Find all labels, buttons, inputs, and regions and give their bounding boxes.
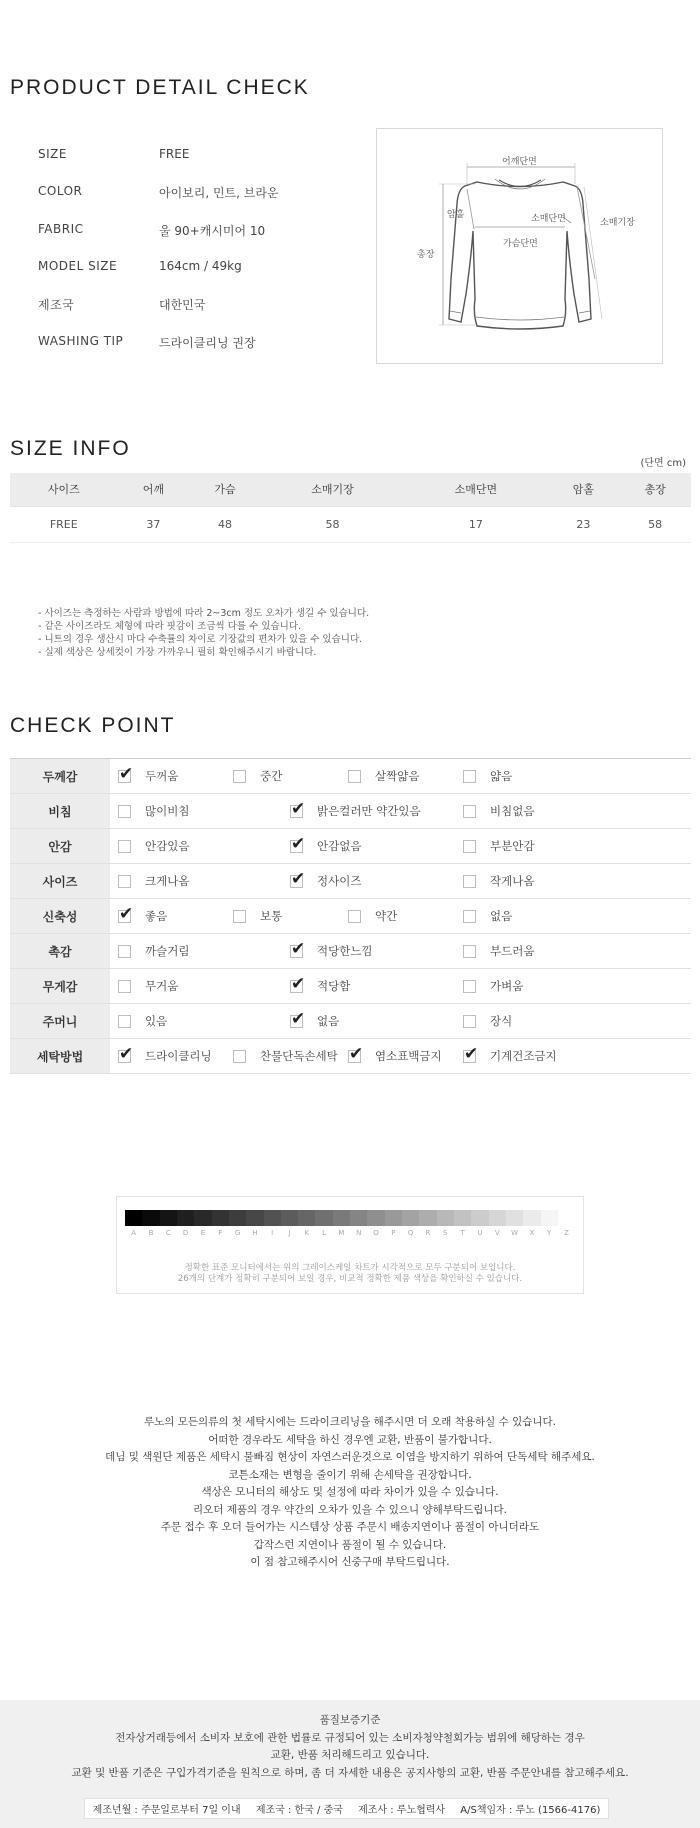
grayscale-letter: R bbox=[425, 1229, 431, 1237]
detail-label: 제조국 bbox=[38, 298, 75, 312]
detail-label: MODEL SIZE bbox=[38, 259, 118, 273]
check-option-label: 까슬거림 bbox=[145, 944, 190, 958]
check-option-label: 중간 bbox=[260, 769, 283, 783]
checkbox-unchecked bbox=[463, 875, 476, 888]
size-table-header bbox=[10, 473, 691, 506]
detail-label: COLOR bbox=[38, 184, 83, 198]
check-option bbox=[463, 1039, 557, 1073]
detail-value: 울 90+캐시미어 10 bbox=[159, 224, 266, 238]
size-cell: 23 bbox=[548, 506, 620, 542]
checkbox-checked bbox=[118, 1043, 134, 1064]
checkbox-unchecked bbox=[233, 770, 246, 783]
checkbox-checked bbox=[348, 1043, 364, 1064]
grayscale-letter: O bbox=[373, 1229, 379, 1237]
check-point-title: CHECK POINT bbox=[10, 714, 176, 737]
check-option bbox=[348, 759, 419, 793]
check-option bbox=[463, 864, 534, 898]
checkbox-checked bbox=[290, 833, 306, 854]
detail-value: 아이보리, 민트, 브라운 bbox=[159, 186, 279, 200]
size-header-cell: 가슴 bbox=[189, 473, 261, 506]
check-option-label: 밝은컬러만 약간있음 bbox=[317, 804, 421, 818]
footer-line: 교환 및 반품 기준은 구입가격기준을 원칙으로 하며, 좀 더 자세한 내용은 공지사항의 교환, 반품 주문안내를 참고해주세요. bbox=[71, 1766, 629, 1779]
checkbox-checked bbox=[118, 903, 134, 924]
notice-line: 갑작스런 지연이나 품절이 될 수 있습니다. bbox=[253, 1538, 447, 1551]
diagram-label-sleeve-width: 소매단면 bbox=[531, 214, 566, 224]
size-cell: 37 bbox=[118, 506, 190, 542]
check-option-label: 염소표백금지 bbox=[375, 1049, 442, 1063]
checkbox-unchecked bbox=[118, 840, 131, 853]
check-option-label: 가벼움 bbox=[490, 979, 524, 993]
check-option bbox=[290, 969, 350, 1003]
grayscale-letter: Z bbox=[564, 1229, 569, 1237]
grayscale-letter: H bbox=[252, 1229, 258, 1237]
check-mark-icon: ✔ bbox=[464, 1043, 479, 1064]
table-row bbox=[10, 794, 691, 829]
checkbox-unchecked bbox=[463, 980, 476, 993]
detail-value: FREE bbox=[159, 147, 190, 161]
grayscale-swatch bbox=[160, 1210, 177, 1226]
check-mark-icon: ✔ bbox=[291, 868, 306, 889]
checkbox-unchecked bbox=[233, 910, 246, 923]
check-category: 비침 bbox=[10, 794, 110, 828]
check-option bbox=[463, 829, 534, 863]
detail-value: 드라이클리닝 권장 bbox=[159, 336, 256, 350]
check-option bbox=[290, 864, 361, 898]
table-row bbox=[10, 864, 691, 899]
check-option bbox=[118, 759, 178, 793]
check-option bbox=[290, 934, 373, 968]
grayscale-letter: G bbox=[234, 1229, 241, 1237]
size-note: - 니트의 경우 생산시 마다 수축률의 차이로 기장값의 편차가 있을 수 있습니다. bbox=[38, 634, 363, 645]
grayscale-swatch bbox=[523, 1210, 540, 1226]
check-mark-icon: ✔ bbox=[119, 903, 134, 924]
check-option bbox=[118, 969, 178, 1003]
grayscale-letter: P bbox=[391, 1229, 396, 1237]
grayscale-swatch bbox=[125, 1210, 142, 1226]
table-row bbox=[10, 829, 691, 864]
grayscale-letter: T bbox=[460, 1229, 465, 1237]
check-option bbox=[290, 1004, 339, 1038]
check-option bbox=[118, 934, 189, 968]
check-option-label: 장식 bbox=[490, 1014, 513, 1028]
table-row bbox=[10, 759, 691, 794]
checkbox-checked bbox=[290, 868, 306, 889]
check-option-label: 크게나옴 bbox=[145, 874, 190, 888]
size-header-cell: 소매기장 bbox=[261, 473, 404, 506]
grayscale-swatch bbox=[264, 1210, 281, 1226]
grayscale-swatch bbox=[142, 1210, 159, 1226]
footer-line: 교환, 반품 처리해드리고 있습니다. bbox=[270, 1749, 430, 1761]
grayscale-letter: U bbox=[477, 1229, 483, 1237]
check-mark-icon: ✔ bbox=[119, 1043, 134, 1064]
checkbox-unchecked bbox=[348, 910, 361, 923]
detail-value: 164cm / 49kg bbox=[159, 259, 242, 273]
check-option-label: 적당한느낌 bbox=[317, 944, 373, 958]
grayscale-note-1: 정확한 표준 모니터에서는 위의 그레이스케일 차트가 시각적으로 모두 구분되어 보입니다. bbox=[184, 1263, 516, 1273]
size-table bbox=[10, 473, 691, 543]
check-option-label: 무거움 bbox=[145, 979, 179, 993]
footer-line: 전자상거래등에서 소비자 보호에 관한 법률로 규정되어 있는 소비자청약철회가능 범위에 해당하는 경우 bbox=[115, 1731, 585, 1744]
checkbox-checked bbox=[290, 798, 306, 819]
check-option-label: 정사이즈 bbox=[317, 874, 362, 888]
checkbox-unchecked bbox=[118, 805, 131, 818]
notice-line: 리오더 제품의 경우 약간의 오차가 있을 수 있으니 양해부탁드립니다. bbox=[192, 1503, 508, 1516]
size-cell: 58 bbox=[619, 506, 691, 542]
check-option bbox=[463, 934, 534, 968]
garment-measurement-diagram bbox=[376, 128, 663, 364]
checkbox-unchecked bbox=[463, 910, 476, 923]
check-option-label: 비침없음 bbox=[490, 804, 535, 818]
check-option-label: 살짝얇음 bbox=[375, 769, 420, 783]
info-origin: 제조국 : 한국 / 중국 bbox=[255, 1805, 343, 1816]
checkbox-unchecked bbox=[348, 770, 361, 783]
grayscale-letter: J bbox=[288, 1229, 291, 1237]
check-option-label: 약간 bbox=[375, 909, 398, 923]
size-cell: 48 bbox=[189, 506, 261, 542]
grayscale-swatch bbox=[367, 1210, 384, 1226]
grayscale-letter: F bbox=[218, 1229, 223, 1237]
check-option bbox=[233, 899, 282, 933]
check-option bbox=[463, 1004, 512, 1038]
size-note: - 실제 색상은 상세컷이 가장 가까우니 필히 확인해주시기 바랍니다. bbox=[38, 647, 317, 658]
checkbox-unchecked bbox=[463, 945, 476, 958]
diagram-label-sleeve-length: 소매기장 bbox=[600, 218, 635, 228]
detail-value: 대한민국 bbox=[159, 298, 206, 312]
check-option bbox=[290, 829, 361, 863]
check-option-label: 안감있음 bbox=[145, 839, 190, 853]
size-unit-label: (단면 cm) bbox=[640, 458, 686, 469]
checkbox-checked bbox=[290, 938, 306, 959]
check-category: 안감 bbox=[10, 829, 110, 863]
table-row bbox=[10, 899, 691, 934]
check-category: 두께감 bbox=[10, 759, 110, 793]
grayscale-bar bbox=[125, 1210, 575, 1226]
check-category: 사이즈 bbox=[10, 864, 110, 898]
table-row bbox=[10, 969, 691, 1004]
size-header-cell: 암홀 bbox=[548, 473, 620, 506]
detail-label: WASHING TIP bbox=[38, 334, 124, 348]
size-notes bbox=[38, 607, 369, 659]
manufacturer-info-box bbox=[84, 1798, 609, 1819]
grayscale-swatch bbox=[246, 1210, 263, 1226]
grayscale-letter: C bbox=[165, 1229, 171, 1237]
grayscale-swatch bbox=[454, 1210, 471, 1226]
notice-line: 루노의 모든의류의 첫 세탁시에는 드라이크리닝을 해주시면 더 오래 착용하실 수 있습니다. bbox=[143, 1416, 556, 1428]
check-option-label: 있음 bbox=[145, 1014, 168, 1028]
grayscale-letter: Y bbox=[547, 1229, 552, 1237]
checkbox-unchecked bbox=[463, 1015, 476, 1028]
checkbox-unchecked bbox=[463, 805, 476, 818]
notice-line: 색상은 모니터의 해상도 및 설정에 따라 차이가 있을 수 있습니다. bbox=[201, 1486, 499, 1498]
grayscale-letter: S bbox=[443, 1229, 448, 1237]
grayscale-letter: K bbox=[304, 1229, 310, 1237]
check-option bbox=[118, 899, 167, 933]
size-note: - 사이즈는 측정하는 사람과 방법에 따라 2~3cm 정도 오차가 생길 수 있습니다. bbox=[38, 608, 370, 619]
check-mark-icon: ✔ bbox=[291, 938, 306, 959]
checkbox-unchecked bbox=[118, 1015, 131, 1028]
grayscale-swatch bbox=[194, 1210, 211, 1226]
grayscale-swatch bbox=[333, 1210, 350, 1226]
grayscale-letter: W bbox=[511, 1229, 518, 1237]
size-cell: 17 bbox=[404, 506, 547, 542]
notice-line: 코튼소재는 변형을 줄이기 위해 손세탁을 권장합니다. bbox=[228, 1468, 472, 1481]
check-option bbox=[118, 794, 189, 828]
checkbox-unchecked bbox=[118, 945, 131, 958]
detail-label: SIZE bbox=[38, 147, 67, 161]
check-option-label: 기계건조금지 bbox=[490, 1049, 557, 1063]
check-option bbox=[233, 759, 282, 793]
detail-label: FABRIC bbox=[38, 222, 84, 236]
grayscale-note-2: 26개의 단계가 정확히 구분되어 보일 경우, 비교적 정확한 제품 색상을 확인하실 수 있습니다. bbox=[177, 1274, 523, 1284]
check-option-label: 드라이클리닝 bbox=[145, 1049, 212, 1063]
grayscale-letter: Q bbox=[407, 1229, 414, 1237]
notice-line: 데님 및 색원단 제품은 세탁시 물빠짐 현상이 자연스러운것으로 이염을 방지하기 위하여 단독세탁 해주세요. bbox=[105, 1451, 595, 1463]
check-option-label: 많이비침 bbox=[145, 804, 190, 818]
check-point-table bbox=[10, 758, 691, 1074]
check-option-label: 찬물단독손세탁 bbox=[260, 1049, 338, 1063]
check-option bbox=[118, 829, 189, 863]
grayscale-swatch bbox=[489, 1210, 506, 1226]
grayscale-chart bbox=[116, 1196, 584, 1294]
grayscale-swatch bbox=[229, 1210, 246, 1226]
check-mark-icon: ✔ bbox=[119, 763, 134, 784]
check-option bbox=[118, 1004, 167, 1038]
check-option bbox=[348, 1039, 442, 1073]
check-option-label: 얇음 bbox=[490, 769, 513, 783]
check-mark-icon: ✔ bbox=[291, 973, 306, 994]
check-category: 세탁방법 bbox=[10, 1039, 110, 1073]
grayscale-swatch bbox=[315, 1210, 332, 1226]
check-option bbox=[463, 899, 512, 933]
check-option-label: 부드러움 bbox=[490, 944, 535, 958]
diagram-label-length: 총장 bbox=[417, 250, 435, 260]
check-option-label: 적당함 bbox=[317, 979, 351, 993]
check-option-label: 없음 bbox=[317, 1014, 340, 1028]
grayscale-swatch bbox=[419, 1210, 436, 1226]
size-info-title: SIZE INFO bbox=[10, 437, 131, 460]
check-category: 무게감 bbox=[10, 969, 110, 1003]
size-cell: FREE bbox=[10, 506, 118, 542]
diagram-label-armhole: 암홀 bbox=[447, 210, 465, 220]
care-notice bbox=[0, 1414, 700, 1572]
table-row bbox=[10, 1004, 691, 1039]
info-as-contact: A/S책임자 : 루노 (1566-4176) bbox=[460, 1805, 601, 1816]
size-header-cell: 사이즈 bbox=[10, 473, 118, 506]
checkbox-unchecked bbox=[463, 840, 476, 853]
size-cell: 58 bbox=[261, 506, 404, 542]
grayscale-letter: A bbox=[131, 1229, 137, 1237]
check-option-label: 작게나옴 bbox=[490, 874, 535, 888]
check-category: 촉감 bbox=[10, 934, 110, 968]
notice-line: 어떠한 경우라도 세탁을 하신 경우엔 교환, 반품이 불가합니다. bbox=[208, 1433, 492, 1446]
grayscale-swatch bbox=[385, 1210, 402, 1226]
checkbox-unchecked bbox=[118, 875, 131, 888]
check-option-label: 좋음 bbox=[145, 909, 168, 923]
info-manufacture-date: 제조년월 : 주문일로부터 7일 이내 bbox=[92, 1805, 241, 1816]
grayscale-swatch bbox=[402, 1210, 419, 1226]
check-option bbox=[233, 1039, 338, 1073]
grayscale-swatch bbox=[541, 1210, 558, 1226]
check-option bbox=[118, 864, 189, 898]
grayscale-letter: I bbox=[271, 1229, 274, 1237]
table-row bbox=[10, 1039, 691, 1074]
diagram-label-shoulder: 어깨단면 bbox=[502, 157, 537, 167]
product-detail-title: PRODUCT DETAIL CHECK bbox=[10, 76, 310, 99]
grayscale-letter: X bbox=[529, 1229, 535, 1237]
grayscale-swatch bbox=[350, 1210, 367, 1226]
check-option bbox=[463, 969, 523, 1003]
grayscale-swatch bbox=[281, 1210, 298, 1226]
checkbox-unchecked bbox=[233, 1050, 246, 1063]
check-option bbox=[348, 899, 397, 933]
check-mark-icon: ✔ bbox=[291, 833, 306, 854]
grayscale-swatch bbox=[298, 1210, 315, 1226]
check-option bbox=[290, 794, 421, 828]
check-option-label: 보통 bbox=[260, 909, 283, 923]
check-option bbox=[463, 794, 534, 828]
check-option bbox=[118, 1039, 212, 1073]
grayscale-letter: B bbox=[148, 1229, 154, 1237]
size-note: - 같은 사이즈라도 체형에 따라 핏감이 조금씩 다를 수 있습니다. bbox=[38, 621, 302, 632]
footer-title: 품질보증기준 bbox=[319, 1714, 381, 1726]
grayscale-swatch bbox=[177, 1210, 194, 1226]
check-category: 주머니 bbox=[10, 1004, 110, 1038]
grayscale-swatch bbox=[558, 1210, 575, 1226]
check-mark-icon: ✔ bbox=[291, 1008, 306, 1029]
checkbox-checked bbox=[463, 1043, 479, 1064]
check-option-label: 없음 bbox=[490, 909, 513, 923]
check-option-label: 안감없음 bbox=[317, 839, 362, 853]
info-manufacturer: 제조사 : 루노협력사 bbox=[358, 1805, 446, 1816]
grayscale-letter: M bbox=[338, 1229, 345, 1237]
grayscale-swatch bbox=[212, 1210, 229, 1226]
check-category: 신축성 bbox=[10, 899, 110, 933]
size-header-cell: 어깨 bbox=[118, 473, 190, 506]
grayscale-letter: N bbox=[356, 1229, 362, 1237]
grayscale-swatch bbox=[471, 1210, 488, 1226]
size-header-cell: 소매단면 bbox=[404, 473, 547, 506]
table-row bbox=[10, 506, 691, 542]
checkbox-unchecked bbox=[463, 770, 476, 783]
notice-line: 주문 접수 후 오더 들어가는 시스템상 상품 주문시 배송지연이나 품절이 아니더라도 bbox=[160, 1521, 540, 1533]
grayscale-swatch bbox=[506, 1210, 523, 1226]
check-option-label: 두꺼움 bbox=[145, 769, 179, 783]
table-row bbox=[10, 934, 691, 969]
grayscale-letters bbox=[125, 1229, 575, 1237]
notice-line: 이 점 참고해주시어 신중구매 부탁드립니다. bbox=[250, 1556, 450, 1568]
checkbox-unchecked bbox=[118, 980, 131, 993]
checkbox-checked bbox=[290, 973, 306, 994]
diagram-label-chest: 가슴단면 bbox=[503, 239, 538, 249]
check-option-label: 부분안감 bbox=[490, 839, 535, 853]
checkbox-checked bbox=[118, 763, 134, 784]
check-mark-icon: ✔ bbox=[291, 798, 306, 819]
grayscale-letter: D bbox=[182, 1229, 189, 1237]
grayscale-swatch bbox=[437, 1210, 454, 1226]
checkbox-checked bbox=[290, 1008, 306, 1029]
grayscale-letter: L bbox=[322, 1229, 327, 1237]
check-mark-icon: ✔ bbox=[349, 1043, 364, 1064]
check-option bbox=[463, 759, 512, 793]
grayscale-letter: E bbox=[200, 1229, 206, 1237]
grayscale-letter: V bbox=[494, 1229, 500, 1237]
size-header-cell: 총장 bbox=[619, 473, 691, 506]
